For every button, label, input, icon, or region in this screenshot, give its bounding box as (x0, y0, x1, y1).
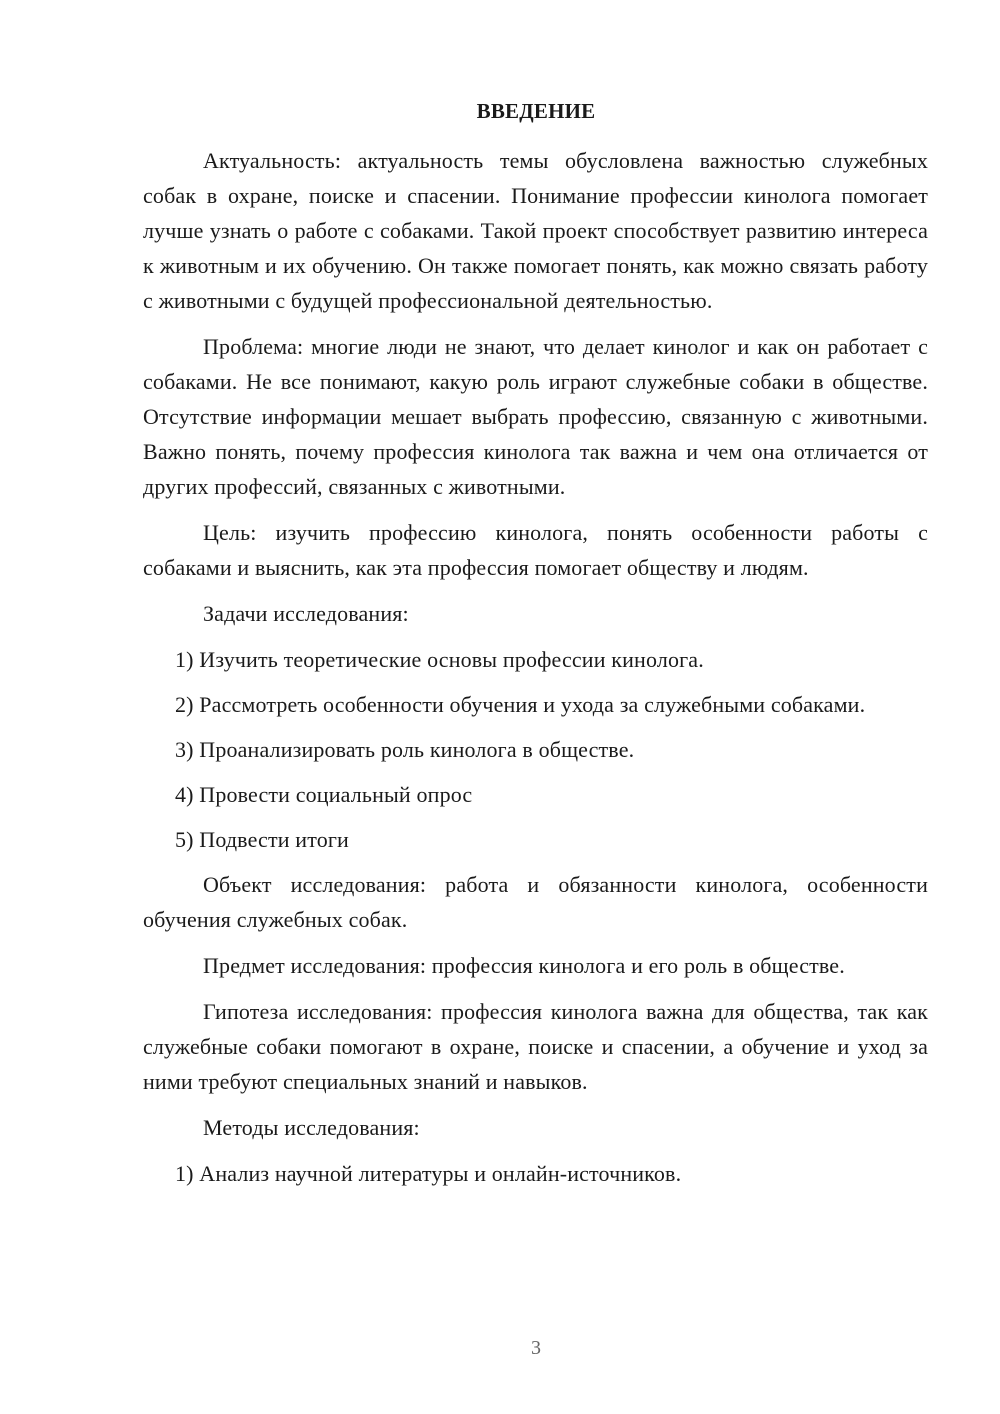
task-item-5: 5) Подвести итоги (175, 827, 349, 852)
page-number: 3 (531, 1337, 541, 1359)
hypothesis-paragraph: Гипотеза исследования: профессия кинолога важна для общества, так как служебные собаки помогают в охране, поиске и спасении, а обучение и уход за ними требуют специальных знаний и навыков. (143, 999, 928, 1094)
subject-paragraph: Предмет исследования: профессия кинолога и его роль в обществе. (203, 953, 845, 978)
task-item-3: 3) Проанализировать роль кинолога в обществе. (175, 737, 635, 762)
object-paragraph: Объект исследования: работа и обязанности кинолога, особенности обучения служебных собак. (143, 872, 928, 932)
relevance-paragraph: Актуальность: актуальность темы обусловлена важностью служебных собак в охране, поиске и спасении. Понимание профессии кинолога помогает лучше узнать о работе с собаками. Такой проект способствует развитию интереса к животным и их обучению. Он также помогает понять, как можно связать работу с животными с будущей профессиональной деятельностью. (143, 148, 928, 313)
problem-paragraph: Проблема: многие люди не знают, что делает кинолог и как он работает с собаками. Не все понимают, какую роль играют служебные собаки в обществе. Отсутствие информации мешает выбрать профессию, связанную с животными. Важно понять, почему профессия кинолога так важна и чем она отличается от других профессий, связанных с животными. (143, 334, 928, 499)
task-item-1: 1) Изучить теоретические основы профессии кинолога. (175, 647, 704, 672)
goal-paragraph: Цель: изучить профессию кинолога, понять особенности работы с собаками и выяснить, как эта профессия помогает обществу и людям. (143, 520, 928, 580)
page-title: ВВЕДЕНИЕ (476, 99, 596, 123)
task-item-4: 4) Провести социальный опрос (175, 782, 473, 807)
tasks-heading: Задачи исследования: (203, 601, 409, 626)
method-item-1: 1) Анализ научной литературы и онлайн-источников. (175, 1161, 682, 1186)
document-body (143, 143, 928, 1201)
task-item-2: 2) Рассмотреть особенности обучения и ухода за служебными собаками. (175, 692, 866, 717)
methods-heading: Методы исследования: (203, 1115, 420, 1140)
